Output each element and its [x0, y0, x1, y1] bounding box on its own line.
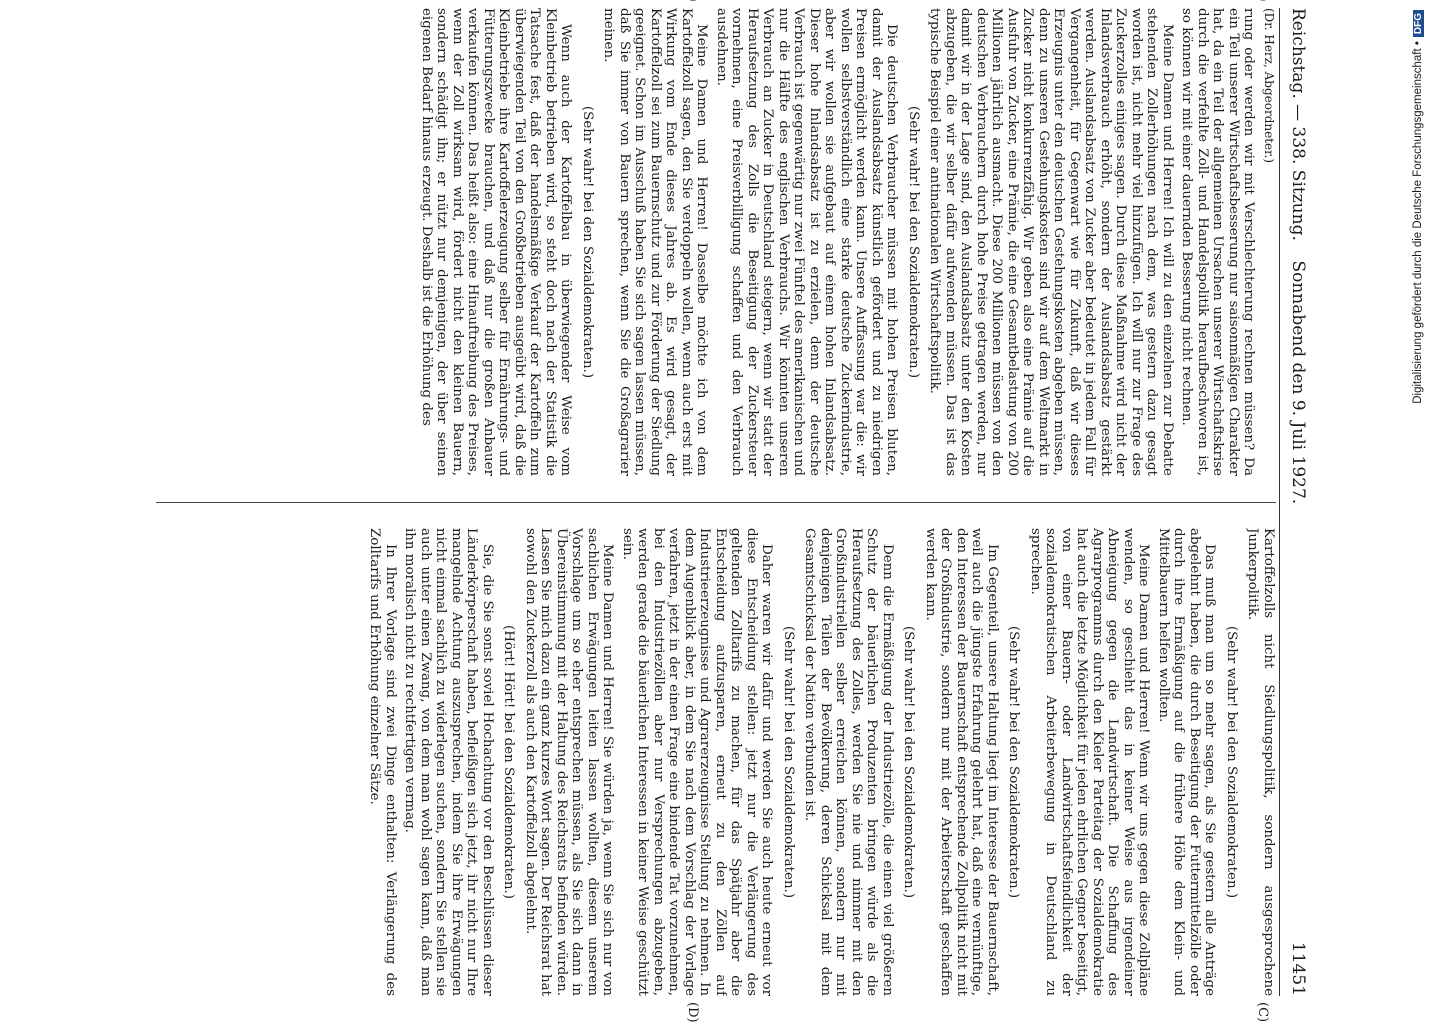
right-paragraph-4: Im Gegenteil, unsere Haltung liegt im Interesse der Bauernschaft, weil auch die jüngste Erfahrung gelehrt hat, daß eine vernünftige, den Interessen der Bauernschaft entsprechende Zollpolitik nicht mit der Großindustrie, sondern nur mit der Arbeiterschaft geschaffen werden kann. — [923, 528, 1000, 996]
right-paragraph-9: In Ihrer Vorlage sind zwei Dinge enthalten: Verlängerung des Zolltarifs und Erhöhung einzelner Sätze. — [367, 528, 398, 996]
digitization-notice-text — [1412, 10, 1430, 990]
right-interjection-4: (Sehr wahr! bei den Sozialdemokraten.) — [781, 625, 796, 899]
header-rule — [1279, 8, 1280, 996]
right-paragraph-1: Kartoffelzolls nicht Siedlungspolitik, sondern ausgesprochene Junkerpolitik. — [1245, 528, 1276, 996]
header-date-page — [1288, 260, 1308, 996]
digitization-notice — [1412, 10, 1430, 990]
column-divider — [156, 502, 1276, 503]
dfg-logo-badge: DFG — [1413, 10, 1424, 37]
left-interjection-2: (Sehr wahr! bei den Sozialdemokraten.) — [580, 105, 595, 379]
page-header — [1282, 8, 1310, 996]
left-column — [156, 8, 1276, 476]
funding-text: Digitalisierung gefördert durch die Deutsche Forschungsgemeinschaft • — [1412, 41, 1424, 404]
right-paragraph-5: Denn die Ermäßigung der Industriezölle, die einen viel größeren Schutz der bäuerlichen Produzenten bringen würde als die Heraufsetzung des Zolles, werden Sie nie und nimmer mit den Großindustriellen selber erreichen können, sondern nur mit denjenigen Teilen der Bevölkerung, deren Schicksal mit dem Gesamtschicksal der Nation verbunden ist. — [802, 528, 895, 996]
margin-marker-a — [1255, 0, 1270, 2]
rotated-document-page — [110, 8, 1310, 1023]
page-number: 11451 — [1288, 941, 1308, 996]
margin-marker-b — [685, 0, 700, 2]
right-interjection-3: (Sehr wahr! bei den Sozialdemokraten.) — [901, 625, 917, 899]
right-interjection-5: (Hört! Hört! bei den Sozialdemokraten.) — [501, 625, 517, 899]
right-interjection-2: (Sehr wahr! bei den Sozialdemokraten.) — [1006, 625, 1022, 899]
right-paragraph-8: Sie, die Sie sonst soviel Hochachtung vor den Beschlüssen dieser Länderkörperschaft haben, befleißigen sich jetzt, ihr nicht nur Ihre mangelnde Achtung auszusprechen, indem Sie ihre Erwägungen nicht einmal sachlich zu widerlegen suchen, sondern Sie stellen sie auch unter einen Zwang, von dem man wohl sagen kann, daß man ihn moralisch nicht zu rechtfertigen vermag. — [402, 528, 495, 996]
right-column — [156, 528, 1276, 996]
left-paragraph-3: Die deutschen Verbraucher müssen mit hohen Preisen bluten, damit der Auslandsabsatz künstlich gefördert und zu niedrigen Preisen ermöglicht werden kann. Unsere Auffassung war die: wir wollen selbstverständlich eine starke deutsche Zuckerindustrie, aber wir wollen sie aufgebaut auf einem hohen Inlandsabsatz. Dieser hohe Inlandsabsatz ist zu erzielen, denn der deutsche Verbrauch ist gegenwärtig nur zwei Fünftel des amerikanischen und nur die Hälfte des englischen Verbrauchs. Wir könnten unseren Verbrauch an Zucker in Deutschland steigern, wenn wir statt der Heraufsetzung des Zolls die Beseitigung der Zuckersteuer vornehmen, eine Preisverbilligung schaffen und den Verbrauch ausdehnen. — [714, 8, 900, 476]
right-paragraph-6: Daher waren wir dafür und werden Sie auch heute erneut vor diese Entscheidung stellen: jetzt nur die Verlängerung des geltenden Zolltarifs zu machen, für das Spätjahr aber die Entscheidung aufzusparen, erneut zu den Zöllen auf Industrieerzeugnisse und Agrarerzeugnisse Stellung zu nehmen. In dem Augenblick aber, in dem Sie nach dem Vorschlag der Vorlage verfahren, jetzt in der einen Frage eine bindende Tat vorzunehmen, bei den Industriezöllen aber nur Versprechungen abzugeben, werden gerade die bäuerlichen Interessen in keiner Weise geschützt sein. — [620, 528, 775, 996]
left-paragraph-2: Meine Damen und Herren! Ich will zu den einzelnen zur Debatte stehenden Zollerhöhungen nach dem, was gestern dazu gesagt worden ist, nicht mehr viel hinzufügen. Ich will nur zur Frage des Zuckerzolles einiges sagen. Durch diese Maßnahme wird nicht der Inlandsverbrauch erhöht, sondern der Auslandsabsatz gestärkt werden. Auslandsabsatz von Zucker aber bedeutet in jedem Fall für Vergangenheit, für Gegenwart wie für Zukunft, daß wir dieses Erzeugnis unter den deutschen Gestehungskosten abgeben müssen, denn zu unseren Gestehungskosten sind wir auf dem Weltmarkt in Zucker nicht konkurrenzfähig. Wir geben also eine Prämie auf die Ausfuhr von Zucker, eine Prämie, die eine Gesamtbelastung von 200 Millionen jährlich ausmacht. Diese 200 Millionen müssen von den deutschen Verbrauchern durch hohe Preise getragen werden, nur damit wir in der Lage sind, den Auslandsabsatz unter den Kosten abzugeben, die wir selber dafür aufwenden müssen. Das ist das typische Beispiel einer antinationalen Wirtschaftspolitik. — [927, 8, 1175, 476]
left-paragraph-1: rung oder werden wir mit Verschlechterung rechnen müssen? Da ein Teil unserer Wirtschaftsbesserung nur saisonmäßigen Charakter hat, da ein Teil der allgemeinen Ursachen unserer Wirtschaftskrise durch die verfehlte Zoll- und Handelspolitik heraufbeschworen ist, so können wir mit einer dauernden Besserung nicht rechnen. — [1179, 8, 1257, 476]
right-paragraph-3: Meine Damen und Herren! Wenn wir uns gegen diese Zollpläne wenden, so geschieht das in keiner Weise aus irgendeiner Abneigung gegen die Landwirtschaft. Die Schaffung des Agrarprogramms durch den Kieler Parteitag der Sozialdemokratie hat auch die letzte Möglichkeit für jeden ehrlichen Gegner beseitigt, von einer Bauern- oder Landwirtschaftsfeindlichkeit der sozialdemokratischen Arbeiterbewegung in Deutschland zu sprechen. — [1028, 528, 1152, 996]
header-date: Sonnabend den 9. Juli 1927. — [1288, 260, 1308, 505]
left-interjection-1: (Sehr wahr! bei den Sozialdemokraten.) — [906, 105, 921, 379]
right-paragraph-7: Meine Damen und Herren! Sie würden ja, wenn Sie sich nur von sachlichen Erwägungen leiten lassen wollten, diesem unserem Vorschlage um so eher entsprechen müssen, als Sie sich dann in Übereinstimmung mit der Haltung des Reichsrats befinden würden. Lassen Sie mich dazu ein ganz kurzes Wort sagen. Der Reichsrat hat sowohl den Zuckerzoll als auch den Kartoffelzoll abgelehnt. — [523, 528, 616, 996]
right-paragraph-2: Das muß man um so mehr sagen, als Sie gestern alle Anträge abgelehnt haben, die durch Beseitigung der Futtermittelzölle oder durch ihre Ermäßigung auf die frühere Höhe dem Klein- und Mittelbauern helfen wollten. — [1156, 528, 1218, 996]
right-interjection-1: (Sehr wahr! bei den Sozialdemokraten.) — [1224, 625, 1239, 899]
header-session: Reichstag. — 338. Sitzung. — [1288, 8, 1308, 241]
speaker-label: (Dr. Herz, Abgeordneter.) — [1262, 8, 1276, 164]
left-paragraph-4: Meine Damen und Herren! Dasselbe möchte ich von dem Kartoffelzoll sagen, den Sie verdoppeln wollen, wenn auch erst mit Wirkung vom Ende dieses Jahres ab. Es wird gesagt, der Kartoffelzoll sei zum Bauernschutz und zur Förderung der Siedlung geeignet. Schon im Ausschuß haben Sie sich sagen lassen müssen, daß Sie immer von Bauern sprechen, wenn Sie die Großagrarier meinen. — [601, 8, 710, 476]
left-paragraph-5: Wenn auch der Kartoffelbau in überwiegender Weise vom Kleinbetrieb betrieben wird, so steht doch nach der Statistik die Tatsache fest, daß der handelsmäßige Verkauf der Kartoffeln zum überwiegenden Teil von den Großbetrieben ausgeübt wird, daß die Kleinbetriebe ihre Kartoffelerzeugung selber für Ernährungs- und Fütterungszwecke brauchen, und daß nur die großen Anbauer verkaufen können. Das heißt also: eine Hinauftreibung des Preises, wenn der Zoll wirksam wird, fördert nicht den kleinen Bauern, sondern schädigt ihn; er nützt nur demjenigen, der über seinen eigenen Bedarf hinaus erzeugt. Deshalb ist die Erhöhung des — [419, 8, 574, 476]
margin-marker-d: (D) — [685, 1002, 700, 1023]
margin-marker-c: (C) — [1255, 1002, 1270, 1023]
